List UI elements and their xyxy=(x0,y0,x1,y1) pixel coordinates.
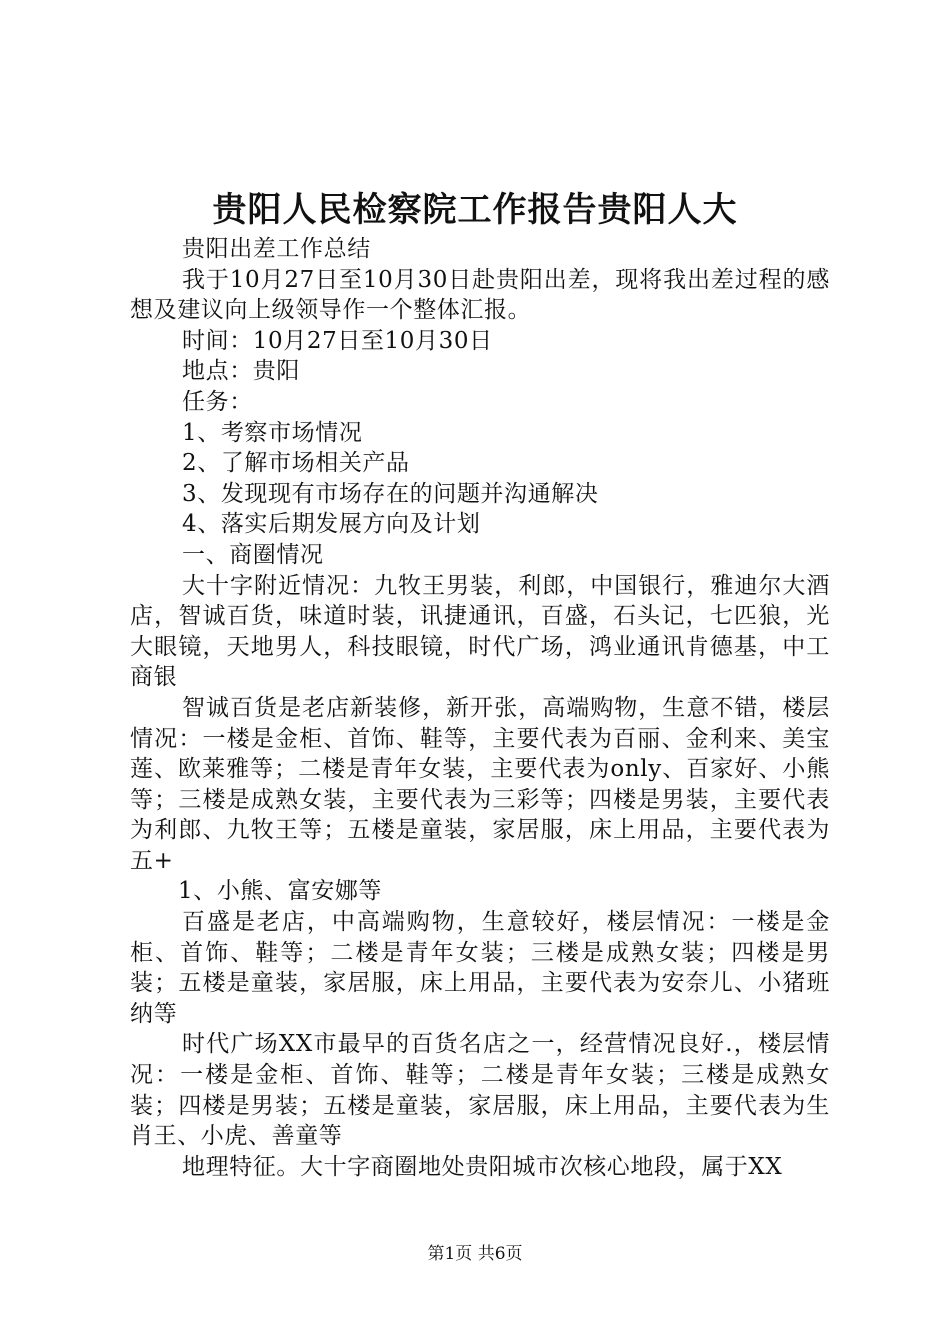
paragraph: 大十字附近情况：九牧王男装，利郎，中国银行，雅迪尔大酒店，智诚百货，味道时装，讯捷通讯，百盛，石头记，七匹狼，光大眼镜，天地男人，科技眼镜，时代广场，鸿业通讯肯德基，中工商银 xyxy=(130,572,830,691)
paragraph: 2、了解市场相关产品 xyxy=(182,450,410,477)
paragraph: 百盛是老店，中高端购物，生意较好，楼层情况：一楼是金柜、首饰、鞋等；二楼是青年女装；三楼是成熟女装；四楼是男装；五楼是童装，家居服，床上用品，主要代表为安奈儿、小猪班纳等 xyxy=(130,909,830,1027)
paragraph: 我于10月27日至10月30日赴贵阳出差，现将我出差过程的感想及建议向上级领导作一个整体汇报。 xyxy=(130,266,830,324)
document-body xyxy=(130,234,830,1182)
paragraph: 3、发现现有市场存在的问题并沟通解决 xyxy=(182,480,599,507)
paragraph: 任务： xyxy=(182,388,253,415)
paragraph: 贵阳出差工作总结 xyxy=(182,236,371,262)
paragraph: 时代广场XX市最早的百货名店之一，经营情况良好.，楼层情况：一楼是金柜、首饰、鞋等；二楼是青年女装；三楼是成熟女装；四楼是男装；五楼是童装，家居服，床上用品，主要代表为生肖王、小虎、善童等 xyxy=(130,1031,830,1150)
paragraph: 智诚百货是老店新装修，新开张，高端购物，生意不错，楼层情况：一楼是金柜、首饰、鞋等，主要代表为百丽、金利来、美宝莲、欧莱雅等；二楼是青年女装，主要代表为only、百家好、小熊等；三楼是成熟女装，主要代表为三彩等；四楼是男装，主要代表为利郎、九牧王等；五楼是童装，家居服，床上用品，主要代表为五+ xyxy=(130,694,830,874)
paragraph: 一、商圈情况 xyxy=(182,541,324,568)
paragraph: 1、小熊、富安娜等 xyxy=(178,878,383,905)
paragraph: 1、考察市场情况 xyxy=(182,419,363,446)
page-footer: 第1页 共6页 xyxy=(427,1244,523,1264)
paragraph: 4、落实后期发展方向及计划 xyxy=(182,511,481,538)
paragraph: 时间：10月27日至10月30日 xyxy=(182,327,493,354)
paragraph: 地理特征。大十字商圈地处贵阳城市次核心地段，属于XX xyxy=(182,1153,783,1180)
paragraph: 地点：贵阳 xyxy=(182,358,300,385)
document-title: 贵阳人民检察院工作报告贵阳人大 xyxy=(212,190,738,230)
